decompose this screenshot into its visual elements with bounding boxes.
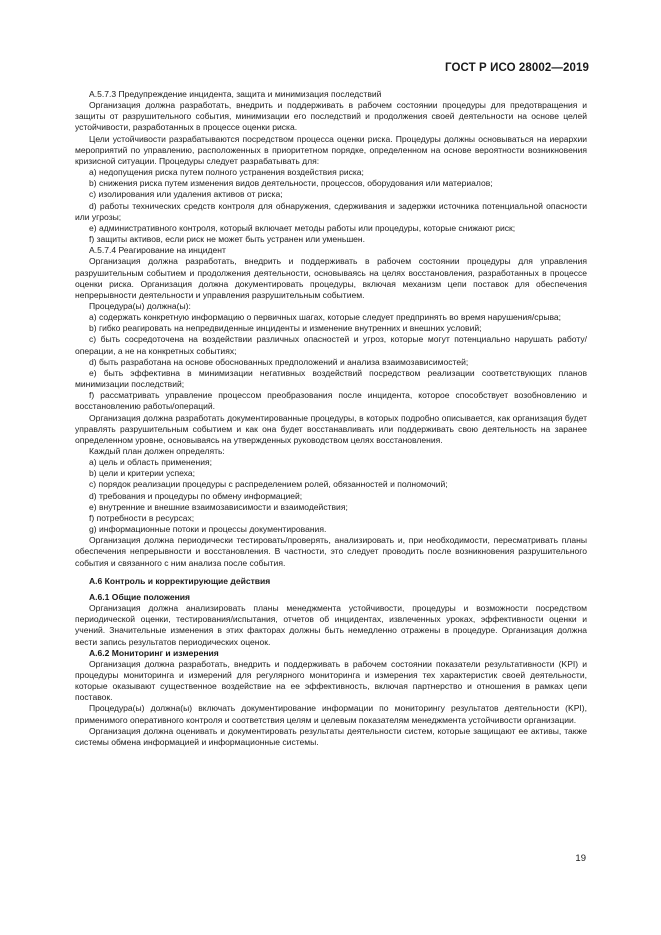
list-item: b) гибко реагировать на непредвиденные инциденты и изменение внутренних и внешних условий; bbox=[89, 323, 482, 334]
list-item: c) порядок реализации процедуры с распределением ролей, обязанностей и полномочий; bbox=[89, 479, 448, 490]
list-item: f) защиты активов, если риск не может быть устранен или уменьшен. bbox=[89, 234, 366, 245]
list-item: b) снижения риска путем изменения видов деятельности, процессов, оборудования или материалов; bbox=[89, 178, 493, 189]
subsection-heading: А.6.1 Общие положения bbox=[89, 591, 191, 602]
list-item: c) изолирования или удаления активов от риска; bbox=[89, 189, 283, 200]
paragraph: Организация должна разработать, внедрить и поддерживать в рабочем состоянии процедуры для предотвращения и защиты от разрушительного события, минимизации его последствий и продолжения своей деятельности на основе целей устойчивости, разработанных в процессе оценки риска. bbox=[75, 100, 587, 133]
list-item: a) недопущения риска путем полного устранения воздействия риска; bbox=[89, 167, 364, 178]
list-item: f) рассматривать управление процессом преобразования после инцидента, которое способствует возобновлению и восстановлению работы/операций. bbox=[75, 390, 587, 412]
paragraph: Процедура(ы) должна(ы): bbox=[89, 300, 191, 311]
paragraph: Организация должна разработать, внедрить и поддерживать в рабочем состоянии процедуры для управления разрушительным событием и продолжения деятельности, основываясь на целях восстановления, разработанных в процессе оценки риска. Организация должна документировать процедуры, включая механизм цепи поставок для обеспечения непрерывности деятельности и управления разрушительным событием. bbox=[75, 256, 587, 300]
list-item: e) административного контроля, который включает методы работы или процедуры, которые снижают риск; bbox=[89, 222, 516, 233]
page-number: 19 bbox=[575, 853, 586, 864]
clause-heading: А.5.7.3 Предупреждение инцидента, защита и минимизация последствий bbox=[89, 89, 382, 99]
list-item: f) потребности в ресурсах; bbox=[89, 512, 195, 523]
list-item: e) быть эффективна в минимизации негативных воздействий посредством реализации соответствующих планов минимизации последствий; bbox=[75, 367, 587, 390]
paragraph: Организация должна периодически тестировать/проверять, анализировать и, при необходимости, пересматривать планы обеспечения непрерывности и восстановления. В частности, это следует проводить после возникновения разрушительного события и связанного с ним анализа после события. bbox=[75, 535, 587, 568]
list-item: d) работы технических средств контроля для обнаружения, сдерживания и задержки источника потенциальной опасности или угрозы; bbox=[75, 200, 587, 222]
list-item: b) цели и критерии успеха; bbox=[89, 468, 195, 479]
paragraph: Каждый план должен определять: bbox=[89, 446, 225, 456]
page-body bbox=[75, 89, 587, 748]
list-item: d) требования и процедуры по обмену информацией; bbox=[89, 490, 303, 501]
list-item: d) быть разработана на основе обоснованных предположений и анализа взаимозависимостей; bbox=[89, 356, 469, 367]
list-item: a) содержать конкретную информацию о первичных шагах, которые следует предпринять во время нарушения/срыва; bbox=[89, 312, 562, 323]
clause-heading: А.5.7.4 Реагирование на инцидент bbox=[89, 245, 226, 256]
paragraph: Организация должна разработать документированные процедуры, в которых подробно описывается, как организация будет управлять разрушительным событием и как она будет восстанавливать или поддерживать свою деятельность на заранее определенном уровне, основываясь на утвержденных руководством целях восстановления. bbox=[75, 412, 587, 445]
list-item: a) цель и область применения; bbox=[89, 457, 212, 468]
document-code: ГОСТ Р ИСО 28002—2019 bbox=[444, 62, 589, 74]
paragraph: Организация должна разработать, внедрить и поддерживать в рабочем состоянии показатели результативности (KPI) и процедуры мониторинга и измерений для регулярного мониторинга и измерения тех характеристик своей деятельности, которые оказывают существенное воздействие на ее эффективность, включая партнерство и отношения в рамках цепи поставок. bbox=[75, 658, 587, 703]
paragraph: Организация должна оценивать и документировать результаты деятельности систем, которые защищают ее активы, также системы обмена информацией и информационные системы. bbox=[75, 725, 587, 747]
list-item: g) информационные потоки и процессы документирования. bbox=[89, 524, 327, 535]
list-item: c) быть сосредоточена на воздействии различных опасностей и угроз, которые могут потенциально нарушать работу/операции, а не на конкретных событиях; bbox=[75, 334, 587, 356]
paragraph: Организация должна анализировать планы менеджмента устойчивости, процедуры и возможности посредством периодической оценки, тестирования/испытания, отчетов об инцидентах, извлеченных уроках, эффективности оценки и учений. Значительные изменения в этих факторах должны быть немедленно отражены в процедуре. Организация должна вести запись результатов периодических оценок. bbox=[75, 603, 587, 647]
subsection-heading: А.6.2 Мониторинг и измерения bbox=[89, 647, 219, 658]
paragraph: Процедура(ы) должна(ы) включать документирование информации по мониторингу результатов деятельности (KPI), применимого оперативного контроля и соответствия целям и целевым показателям менеджмента устойчивости организации. bbox=[75, 703, 587, 725]
paragraph: Цели устойчивости разрабатываются посредством процесса оценки риска. Процедуры должны основываться на иерархии мероприятий по управлению, расположенных в приоритетном порядке, определенном на основе вероятности возникновения кризисной ситуации. Процедуры следует разрабатывать для: bbox=[75, 133, 587, 166]
list-item: e) внутренние и внешние взаимозависимости и взаимодействия; bbox=[89, 501, 348, 512]
section-heading: А.6 Контроль и корректирующие действия bbox=[89, 575, 271, 586]
